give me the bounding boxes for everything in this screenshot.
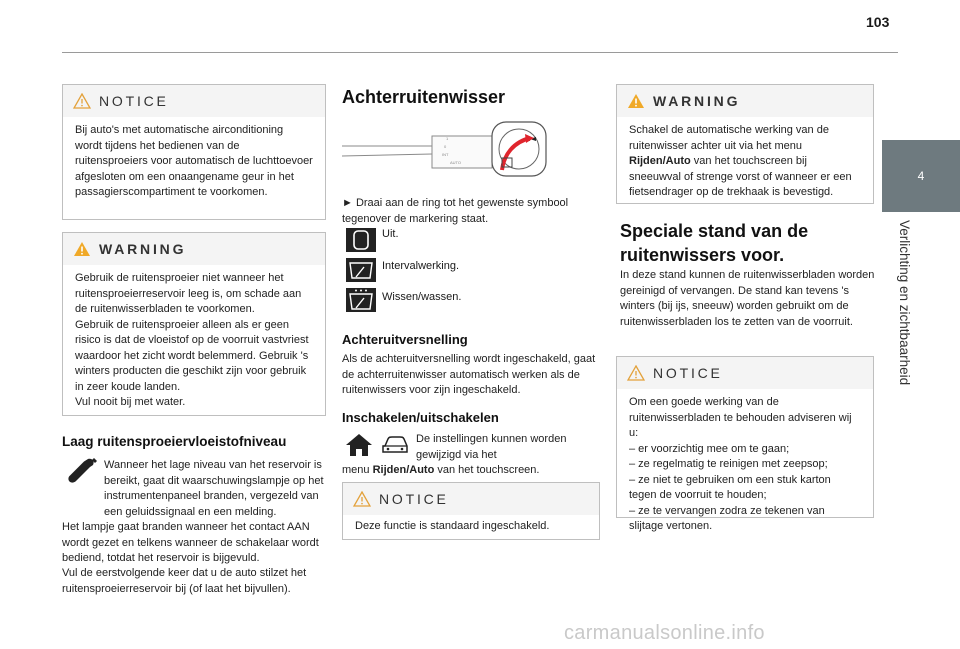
warning-box-2: [616, 84, 874, 204]
warning-text-part-3: van het touchscreen bij sneeuwval of strenge vorst of wanneer er een fietsendrager op de trekhaak is bevestigd.: [629, 155, 852, 198]
toggle-heading: Inschakelen/uitschakelen: [342, 410, 499, 425]
warning-para-1: Gebruik de ruitensproeier niet wanneer het ruitensproeierreservoir leeg is, om schade aan de ruitenwisserbladen te voorkomen.: [75, 272, 302, 315]
notice-header-2: [343, 483, 599, 515]
rear-wiper-off-icon: [346, 228, 376, 252]
symbol-label-intermittent: Intervalwerking.: [382, 260, 460, 272]
rear-wiper-heading: Achterruitenwisser: [342, 87, 506, 107]
caution-triangle-icon: [353, 491, 371, 507]
home-icon: [344, 432, 374, 458]
list-item: – er voorzichtig mee om te gaan;: [629, 442, 790, 455]
washer-fluid-warning-icon: [62, 456, 100, 488]
notice-box-3: [616, 356, 874, 532]
notice-box-1: [62, 84, 326, 220]
toggle-menu-word: menu: [342, 464, 373, 476]
list-item: – ze niet te gebruiken om een stuk karton tegen de voorruit te houden;: [629, 473, 831, 501]
warning-triangle-icon: [73, 241, 91, 257]
svg-text:0: 0: [444, 144, 447, 149]
watermark[interactable]: carmanualsonline.info: [564, 622, 765, 644]
fluid-para-2: Het lampje gaat branden wanneer het contact AAN wordt gezet en telkens wanneer de schakelaar wordt bediend, totdat het reservoir is bijgevuld.: [62, 521, 319, 564]
reverse-heading: Achteruitversnelling: [342, 332, 468, 347]
warning-para-3: Vul nooit bij met water.: [75, 396, 186, 408]
list-item: – ze regelmatig te reinigen met zeepsop;: [629, 458, 828, 470]
notice-title: NOTICE: [99, 93, 169, 109]
notice-text-2: Deze functie is standaard ingeschakeld.: [355, 520, 550, 532]
warning-menu-name: Rijden/Auto: [629, 155, 691, 167]
warning-box-1: [62, 232, 326, 416]
warning-title-2: WARNING: [653, 93, 741, 109]
special-heading-line-1: Speciale stand van de: [620, 221, 809, 241]
car-icon: [380, 434, 410, 456]
rear-wiper-wash-icon: [346, 288, 376, 312]
warning-header: [63, 233, 325, 265]
special-text: In deze stand kunnen de ruitenwisserbladen worden gereinigd of vervangen. De stand kan tevens 's winters (bij ijs, sneeuw) worden gebruikt om de ruitenwisserbladen los te zetten van de voorruit.: [620, 269, 875, 328]
wiper-stalk-illustration: [342, 110, 554, 186]
toggle-menu-suffix: van het touchscreen.: [434, 464, 540, 476]
warning-title: WARNING: [99, 241, 187, 257]
chapter-title: Verlichting en zichtbaarheid: [897, 220, 912, 386]
notice-header: [63, 85, 325, 117]
fluid-heading: Laag ruitensproeiervloeistofniveau: [62, 434, 287, 449]
fluid-para-1: Wanneer het lage niveau van het reservoir is bereikt, gaat dit waarschuwingslampje op het instrumentenpaneel branden, vergezeld van een geluidssignaal en een melding.: [104, 459, 324, 518]
notice-title-3: NOTICE: [653, 365, 723, 381]
notice-text: Bij auto's met automatische airconditioning wordt tijdens het bedienen van de ruitensproeiers voor automatisch de luchttoevoer afgesloten om een onaangename geur in het passagierscompartiment te voorkomen.: [75, 124, 313, 198]
warning-para-2: Gebruik de ruitensproeier alleen als er geen risico is dat de vloeistof op de voorruit vastvriest waardoor het zicht wordt belemmerd. Gebruik 's winters producten die geschikt zijn voor gebruik in zeer koude landen.: [75, 318, 309, 393]
warning-text-part-1: Schakel de automatische werking van de ruitenwisser achter uit via het menu: [629, 124, 829, 152]
notice-intro-3: Om een goede werking van de ruitenwisserbladen te behouden adviseren wij u:: [629, 396, 852, 439]
toggle-text-1: De instellingen kunnen worden gewijzigd via het: [416, 433, 567, 461]
rear-wiper-intermittent-icon: [346, 258, 376, 282]
notice-header-3: [617, 357, 873, 389]
fluid-para-3: Vul de eerstvolgende keer dat u de auto stilzet het ruitensproeierreservoir bij (of laat het bijvullen).: [62, 567, 307, 595]
toggle-text-2: [342, 463, 600, 479]
chapter-tab[interactable]: 4: [882, 140, 960, 212]
notice-box-2: [342, 482, 600, 540]
warning-header-2: [617, 85, 873, 117]
svg-text:INT: INT: [442, 152, 449, 157]
caution-triangle-icon: [73, 93, 91, 109]
special-heading-line-2: ruitenwissers voor.: [620, 245, 785, 265]
warning-triangle-icon: [627, 93, 645, 109]
notice-title-2: NOTICE: [379, 491, 449, 507]
svg-text:1: 1: [446, 136, 449, 141]
fluid-text-1a: [104, 458, 326, 520]
symbol-label-off: Uit.: [382, 228, 399, 240]
symbol-label-wash: Wissen/wassen.: [382, 291, 462, 303]
toggle-menu-name: Rijden/Auto: [372, 464, 435, 476]
rear-wiper-instruction: ► Draai aan de ring tot het gewenste symbool tegenover de markering staat.: [342, 197, 569, 225]
svg-text:AUTO: AUTO: [450, 160, 462, 165]
top-divider: [62, 52, 898, 53]
page-number: 103: [866, 14, 890, 30]
reverse-text: Als de achteruitversnelling wordt ingeschakeld, gaat de achterruitenwisser automatisch werken als de ruitenwissers voor zijn ingeschakeld.: [342, 353, 596, 396]
warning-text-2: [629, 123, 861, 201]
caution-triangle-icon: [627, 365, 645, 381]
list-item: – ze te vervangen zodra ze tekenen van slijtage vertonen.: [629, 504, 825, 532]
